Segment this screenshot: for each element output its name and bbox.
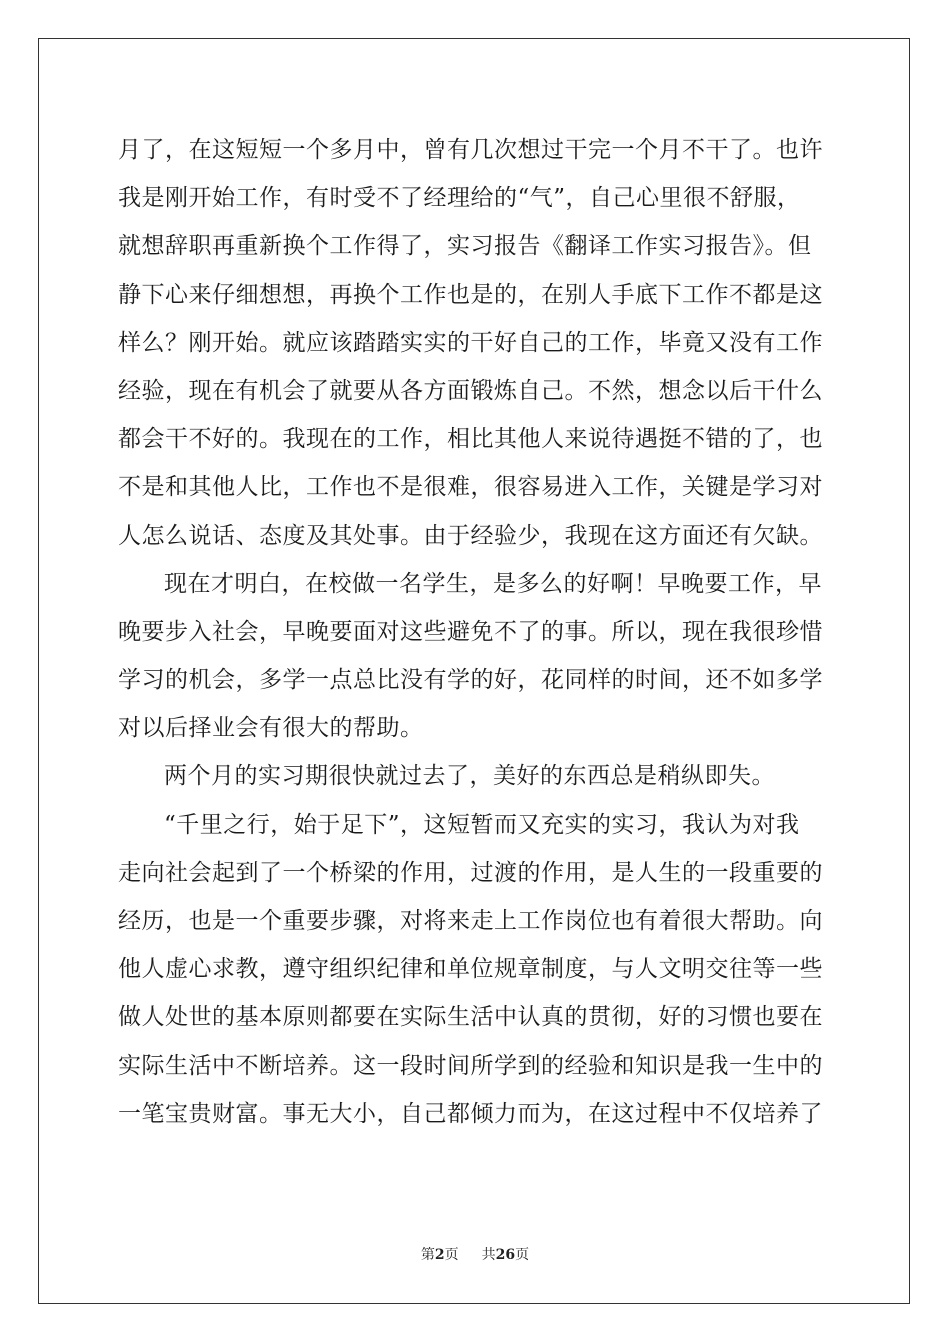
total-pages: 26 bbox=[495, 1247, 516, 1263]
text-line: “千里之行，始于足下”，这短暂而又充实的实习，我认为对我 bbox=[164, 811, 800, 838]
paragraph-1 bbox=[118, 126, 834, 560]
page-footer bbox=[0, 1244, 950, 1264]
text-line: 不是和其他人比，工作也不是很难，很容易进入工作，关键是学习对 bbox=[118, 474, 823, 501]
text-line: 就想辞职再重新换个工作得了，实习报告《翻译工作实习报告》。但 bbox=[118, 233, 812, 260]
page-number-label bbox=[421, 1247, 463, 1263]
text-line: 样么？刚开始。就应该踏踏实实的干好自己的工作，毕竟又没有工作 bbox=[118, 329, 823, 356]
paragraph-3 bbox=[118, 752, 834, 800]
text-line: 经验，现在有机会了就要从各方面锻炼自己。不然，想念以后干什么 bbox=[118, 377, 823, 404]
text-line: 我是刚开始工作，有时受不了经理给的“气”，自己心里很不舒服， bbox=[118, 185, 801, 212]
text-line: 现在才明白，在校做一名学生，是多么的好啊！早晚要工作，早 bbox=[164, 570, 822, 597]
text-line: 一笔宝贵财富。事无大小，自己都倾力而为，在这过程中不仅培养了 bbox=[118, 1100, 823, 1127]
total-pages-label bbox=[482, 1247, 529, 1263]
paragraph-4 bbox=[118, 801, 834, 1138]
page-prefix: 第 bbox=[420, 1247, 435, 1263]
paragraph-2 bbox=[118, 560, 834, 753]
text-line: 他人虚心求教，遵守组织纪律和单位规章制度，与人文明交往等一些 bbox=[118, 956, 823, 983]
text-line: 做人处世的基本原则都要在实际生活中认真的贯彻，好的习惯也要在 bbox=[118, 1004, 823, 1031]
total-suffix: 页 bbox=[515, 1247, 530, 1263]
text-line: 两个月的实习期很快就过去了，美好的东西总是稍纵即失。 bbox=[164, 763, 775, 790]
text-line: 人怎么说话、态度及其处事。由于经验少，我现在这方面还有欠缺。 bbox=[118, 522, 823, 549]
text-line: 月了，在这短短一个多月中，曾有几次想过干完一个月不干了。也许 bbox=[118, 137, 823, 163]
text-line: 学习的机会，多学一点总比没有学的好，花同样的时间，还不如多学 bbox=[118, 667, 823, 694]
text-line: 静下心来仔细想想，再换个工作也是的，在别人手底下工作不都是这 bbox=[118, 281, 823, 308]
text-line: 都会干不好的。我现在的工作，相比其他人来说待遇挺不错的了，也 bbox=[118, 426, 823, 453]
text-line: 实际生活中不断培养。这一段时间所学到的经验和知识是我一生中的 bbox=[118, 1052, 823, 1079]
text-line: 对以后择业会有很大的帮助。 bbox=[118, 715, 424, 742]
text-line: 经历，也是一个重要步骤，对将来走上工作岗位也有着很大帮助。向 bbox=[118, 908, 823, 934]
text-line: 晚要步入社会，早晚要面对这些避免不了的事。所以，现在我很珍惜 bbox=[118, 618, 823, 645]
text-line: 走向社会起到了一个桥梁的作用，过渡的作用，是人生的一段重要的 bbox=[118, 859, 823, 886]
document-body bbox=[118, 126, 834, 1138]
total-prefix: 共 bbox=[481, 1247, 496, 1263]
page-suffix: 页 bbox=[444, 1247, 459, 1263]
page-number: 2 bbox=[434, 1247, 445, 1263]
